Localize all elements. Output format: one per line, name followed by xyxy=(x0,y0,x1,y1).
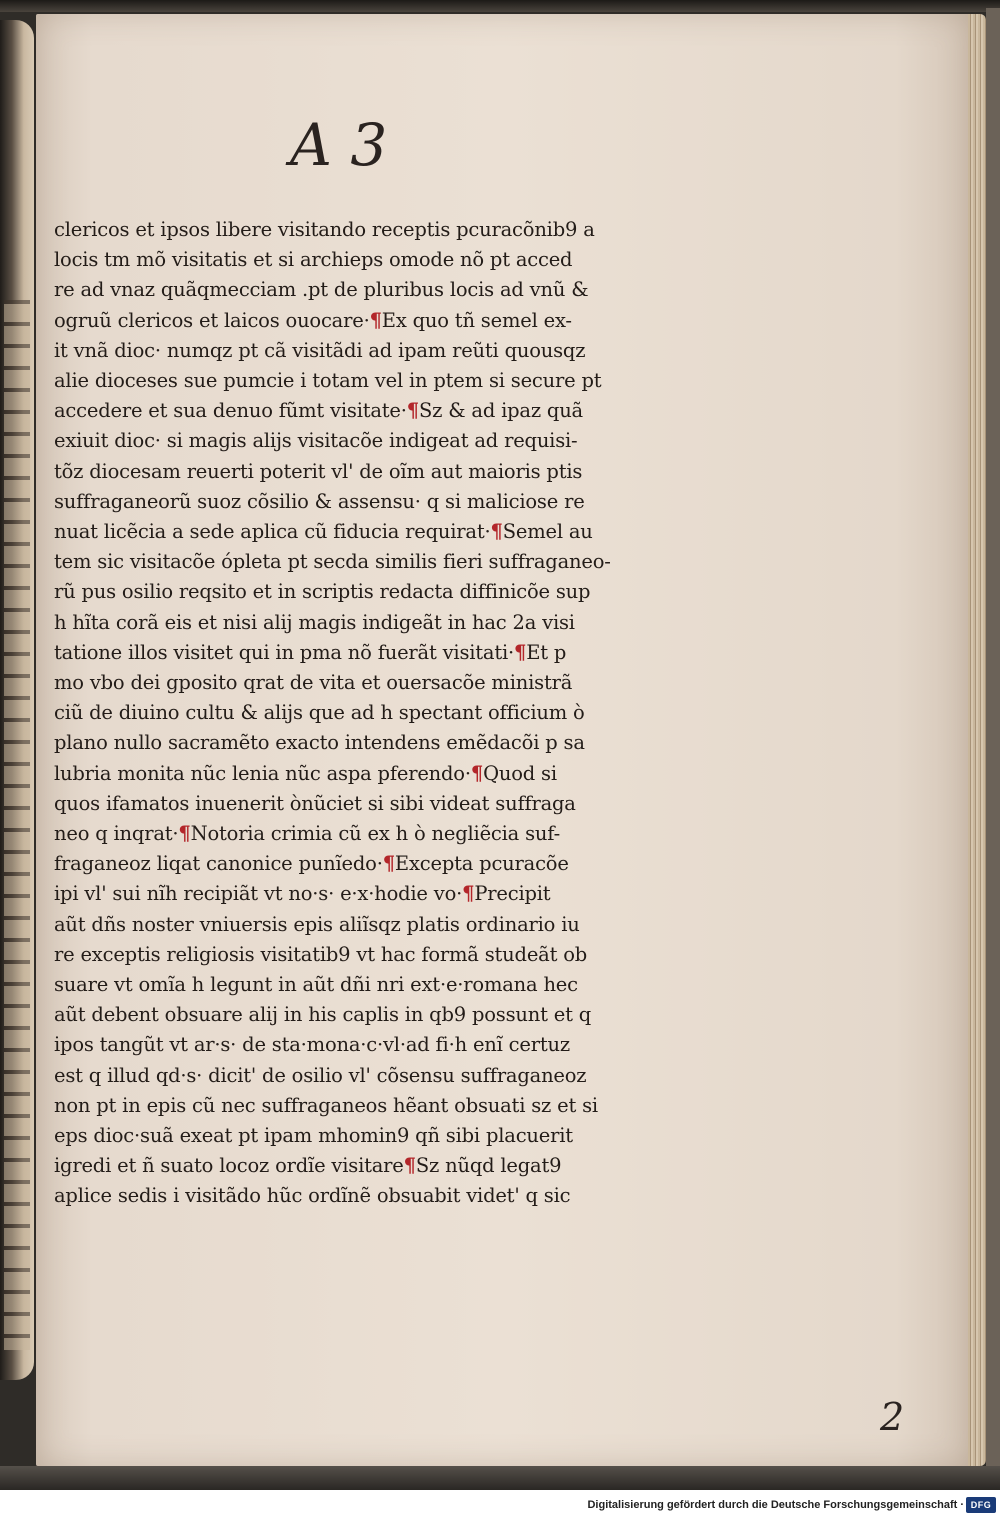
line-text-continued: Sz nũqd legat9 xyxy=(415,1154,562,1178)
rubric-paragraph-mark: ¶ xyxy=(490,520,503,543)
text-line xyxy=(54,396,664,426)
line-text: suffraganeorũ suoz cõsilio & assensu· q si maliciose re xyxy=(54,489,585,513)
line-text: non pt in epis cũ nec suffraganeos hẽant obsuati sz et si xyxy=(54,1093,598,1117)
rubric-paragraph-mark: ¶ xyxy=(178,822,191,845)
text-line xyxy=(54,215,664,245)
line-text: rũ pus osilio reqsito et in scriptis redacta diffinicõe sup xyxy=(54,580,591,604)
line-text: h hĩta corã eis et nisi alij magis indigeãt in hac 2a visi xyxy=(54,610,575,634)
line-text: it vnã dioc· numqz pt cã visitãdi ad ipam reũti quousqz xyxy=(54,338,586,362)
facing-page-text-bleed xyxy=(4,300,30,1350)
text-line xyxy=(54,336,664,366)
text-line xyxy=(54,487,664,517)
rubric-paragraph-mark: ¶ xyxy=(470,761,484,785)
page-number: 2 xyxy=(880,1395,905,1439)
line-text: clericos et ipsos libere visitando receptis pcuracõnib9 a xyxy=(54,218,595,241)
line-text-continued: Precipit xyxy=(474,882,551,906)
line-text-continued: Notoria crimia cũ ex h ò negliẽcia suf- xyxy=(190,822,560,845)
text-line xyxy=(54,759,664,789)
rubric-paragraph-mark: ¶ xyxy=(406,399,419,423)
text-line xyxy=(54,366,664,396)
line-text-continued: Semel au xyxy=(502,520,593,543)
facing-page-edge xyxy=(0,20,34,1380)
text-line xyxy=(54,306,664,336)
line-text: locis tm mõ visitatis et si archieps omode nõ pt acced xyxy=(54,248,573,272)
text-line xyxy=(54,517,664,547)
line-text: eps dioc·suã exeat pt ipam mhomin9 qñ sibi placuerit xyxy=(54,1124,573,1147)
line-text: aũt dñs noster vniuersis epis aliĩsqz platis ordinario iu xyxy=(54,912,580,936)
line-text: re ad vnaz quãqmecciam .pt de pluribus locis ad vnũ & xyxy=(54,278,589,302)
text-line xyxy=(54,245,664,275)
line-text: igredi et ñ suato locoz ordĩe visitare xyxy=(54,1154,404,1178)
footer-credit: Digitalisierung gefördert durch die Deutsche Forschungsgemeinschaft · xyxy=(587,1499,964,1511)
text-line xyxy=(54,1091,664,1121)
text-line xyxy=(54,789,664,819)
text-line xyxy=(54,275,664,305)
rubric-paragraph-mark: ¶ xyxy=(462,882,475,906)
line-text: alie dioceses sue pumcie i totam vel in ptem si secure pt xyxy=(54,369,602,392)
folio-signature: A 3 xyxy=(290,111,388,179)
line-text: accedere et sua denuo fũmt visitate· xyxy=(54,399,407,423)
text-block xyxy=(54,215,664,1215)
line-text: ipos tangũt vt ar·s· de sta·mona·c·vl·ad fi·h enĩ certuz xyxy=(54,1033,570,1057)
line-text-continued: Et p xyxy=(526,640,567,664)
line-text: aplice sedis i visitãdo hũc ordĩnẽ obsuabit videt' q sic xyxy=(54,1184,571,1208)
text-line xyxy=(54,547,664,577)
line-text: re exceptis religiosis visitatib9 vt hac formã studeãt ob xyxy=(54,942,588,966)
line-text-continued: Sz & ad ipaz quã xyxy=(419,399,583,423)
text-line xyxy=(54,426,664,456)
line-text: neo q inqrat· xyxy=(54,822,179,845)
text-line xyxy=(54,940,664,970)
text-line xyxy=(54,698,664,728)
text-line xyxy=(54,1151,664,1181)
text-line xyxy=(54,1030,664,1060)
text-line xyxy=(54,1121,664,1151)
text-line xyxy=(54,819,664,849)
line-text: ogruũ clericos et laicos ouocare· xyxy=(54,308,370,332)
line-text: ipi vl' sui nĩh recipiãt vt no·s· e·x·hodie vo· xyxy=(54,882,463,906)
line-text: tem sic visitacõe ópleta pt secda similis fieri suffraganeo- xyxy=(54,550,611,574)
line-text: fraganeoz liqat canonice punĩedo· xyxy=(54,852,383,876)
book-bottom-edge xyxy=(0,1466,1000,1490)
rubric-paragraph-mark: ¶ xyxy=(403,1154,416,1178)
line-text: est q illud qd·s· dicit' de osilio vl' cõsensu suffraganeoz xyxy=(54,1063,587,1087)
text-line xyxy=(54,577,664,607)
text-line xyxy=(54,668,664,698)
line-text: tatione illos visitet qui in pma nõ fuerãt visitati· xyxy=(54,640,515,664)
rubric-paragraph-mark: ¶ xyxy=(514,640,527,664)
line-text: aũt debent obsuare alij in his caplis in qb9 possunt et q xyxy=(54,1003,591,1027)
line-text: suare vt omĩa h legunt in aũt dñi nri ext·e·romana hec xyxy=(54,973,578,996)
line-text-continued: Excepta pcuracõe xyxy=(394,852,569,876)
line-text: quos ifamatos inuenerit ònũciet si sibi videat suffraga xyxy=(54,791,576,815)
line-text-continued: Ex quo tñ semel ex- xyxy=(381,308,572,332)
book-cover-edge xyxy=(986,8,1000,1478)
text-line xyxy=(54,879,664,909)
text-line xyxy=(54,457,664,487)
line-text: plano nullo sacramẽto exacto intendens emẽdacõi p sa xyxy=(54,731,585,755)
line-text: mo vbo dei gposito qrat de vita et ouersacõe ministrã xyxy=(54,671,573,694)
line-text: exiuit dioc· si magis alijs visitacõe indigeat ad requisi- xyxy=(54,429,578,453)
text-line xyxy=(54,1000,664,1030)
text-line xyxy=(54,608,664,638)
line-text: ciũ de diuino cultu & alijs que ad h spectant officium ò xyxy=(54,701,585,725)
text-line xyxy=(54,910,664,940)
dfg-logo: DFG xyxy=(966,1497,996,1513)
line-text: nuat licẽcia a sede aplica cũ fiducia requirat· xyxy=(54,520,491,543)
page-stack-edge xyxy=(968,14,986,1466)
rubric-paragraph-mark: ¶ xyxy=(382,852,395,876)
text-line xyxy=(54,728,664,758)
text-line xyxy=(54,1181,664,1211)
line-text: lubria monita nũc lenia nũc aspa pferendo· xyxy=(54,761,471,785)
text-line xyxy=(54,1061,664,1091)
line-text-continued: Quod si xyxy=(483,761,557,785)
book-top-edge xyxy=(0,0,1000,12)
text-line xyxy=(54,638,664,668)
text-line xyxy=(54,970,664,1000)
rubric-paragraph-mark: ¶ xyxy=(369,308,382,332)
line-text: tõz diocesam reuerti poterit vl' de oĩm aut maioris ptis xyxy=(54,459,583,483)
text-line xyxy=(54,849,664,879)
